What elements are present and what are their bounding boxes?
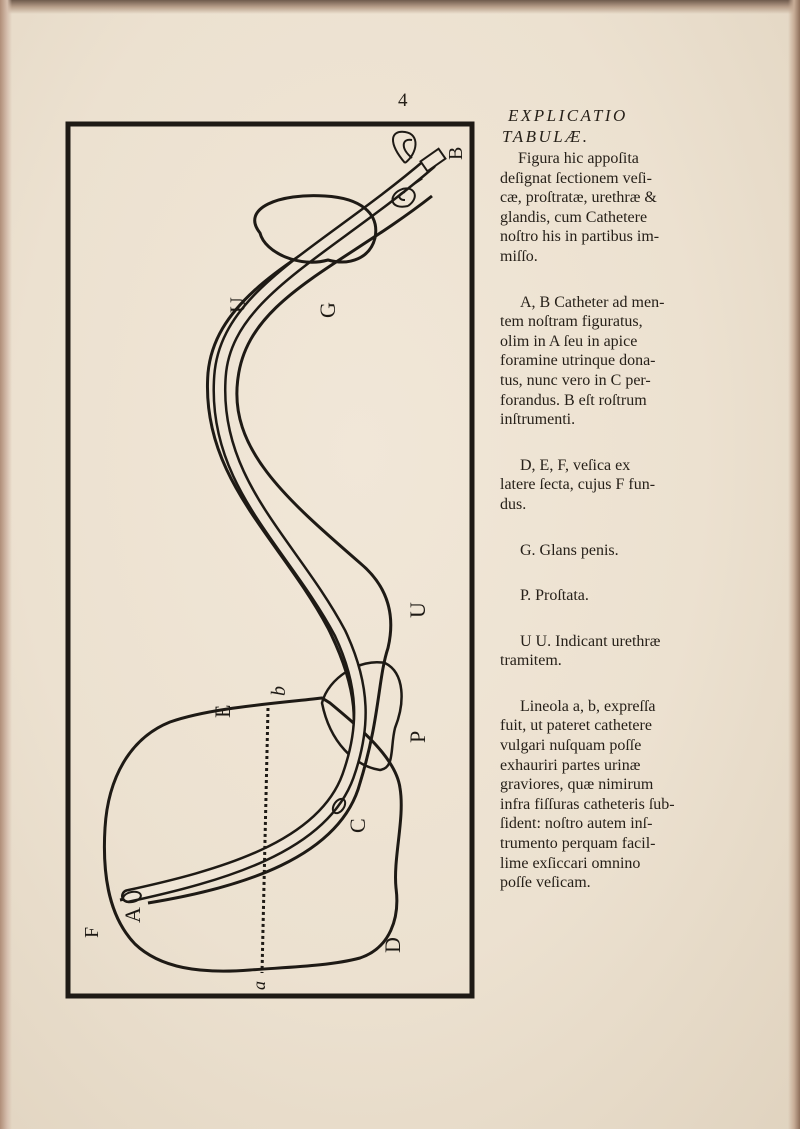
label-A: A xyxy=(120,907,145,923)
catheter-figure xyxy=(60,118,480,1003)
label-F: F xyxy=(81,926,103,938)
catheter-tip-B xyxy=(421,149,446,171)
catheter-tube xyxy=(128,163,430,896)
label-B: B xyxy=(445,146,467,160)
text-line: tramitem. xyxy=(500,652,562,670)
paragraph-urethra xyxy=(500,632,705,671)
page-number: 4 xyxy=(398,90,408,111)
heading-line-1: EXPLICATIO xyxy=(508,106,628,125)
text-line: G. Glans penis. xyxy=(520,541,619,559)
text-line: graviores, quæ nimirum xyxy=(500,776,654,794)
label-U-top: U xyxy=(225,297,250,313)
text-line: tem noſtram figuratus, xyxy=(500,313,643,331)
page-left-edge xyxy=(0,0,12,1129)
text-line: ſident: noſtro autem inſ- xyxy=(500,815,653,833)
text-line: A, B Catheter ad men- xyxy=(520,293,665,311)
text-line: P. Proſtata. xyxy=(520,587,589,605)
text-line: Figura hic appoſita xyxy=(518,150,639,167)
page-top-edge xyxy=(0,0,800,14)
text-line: foramine utrinque dona- xyxy=(500,352,656,370)
text-line: D, E, F, veſica ex xyxy=(520,456,631,474)
label-P: P xyxy=(405,730,430,743)
text-line: exhauriri partes urinæ xyxy=(500,756,641,774)
label-G: G xyxy=(315,302,340,318)
paragraph-catheter xyxy=(500,293,705,430)
text-line: vulgari nuſquam poſſe xyxy=(500,737,642,755)
text-line: olim in A ſeu in apice xyxy=(500,332,638,350)
label-a: a xyxy=(249,981,269,990)
label-E: E xyxy=(210,704,235,718)
text-line: U U. Indicant urethræ xyxy=(520,632,661,650)
explanation-column xyxy=(500,105,705,919)
text-line: noſtro his in partibus im- xyxy=(500,228,660,246)
text-line: infra fiſſuras catheteris ſub- xyxy=(500,795,675,813)
text-line: cæ, proſtratæ, urethræ & xyxy=(500,189,657,207)
label-U-bottom: U xyxy=(405,602,430,618)
text-line: miſſo. xyxy=(500,247,538,265)
paragraph-prostata xyxy=(500,586,705,606)
catheter-plate xyxy=(60,118,480,1003)
dotted-line-ab xyxy=(262,708,268,973)
label-b: b xyxy=(268,686,290,696)
text-line: latere ſecta, cujus F fun- xyxy=(500,476,656,494)
text-line: trumento perquam facil- xyxy=(500,835,656,853)
text-line: tus, nunc vero in C per- xyxy=(500,371,651,389)
heading-line-2: TABULÆ. xyxy=(502,127,590,146)
label-D: D xyxy=(380,937,405,953)
text-line: poſſe veſicam. xyxy=(500,874,591,892)
catheter-ring-upper xyxy=(393,132,416,163)
text-line: Lineola a, b, expreſſa xyxy=(520,697,656,715)
paragraph-figure xyxy=(500,149,705,267)
text-line: inſtrumenti. xyxy=(500,411,576,429)
paragraph-glans xyxy=(500,541,705,561)
text-line: deſignat ſectionem veſi- xyxy=(500,169,652,187)
text-line: forandus. B eſt roſtrum xyxy=(500,391,647,409)
paragraph-vesica xyxy=(500,456,705,515)
paragraph-lineola xyxy=(500,697,705,893)
text-line: fuit, ut pateret cathetere xyxy=(500,717,652,735)
text-line: glandis, cum Cathetere xyxy=(500,208,648,226)
plate-frame xyxy=(68,124,472,996)
text-line: dus. xyxy=(500,495,527,513)
text-line: lime exſiccari omnino xyxy=(500,854,641,872)
label-C: C xyxy=(345,818,370,833)
page-right-edge xyxy=(788,0,800,1129)
